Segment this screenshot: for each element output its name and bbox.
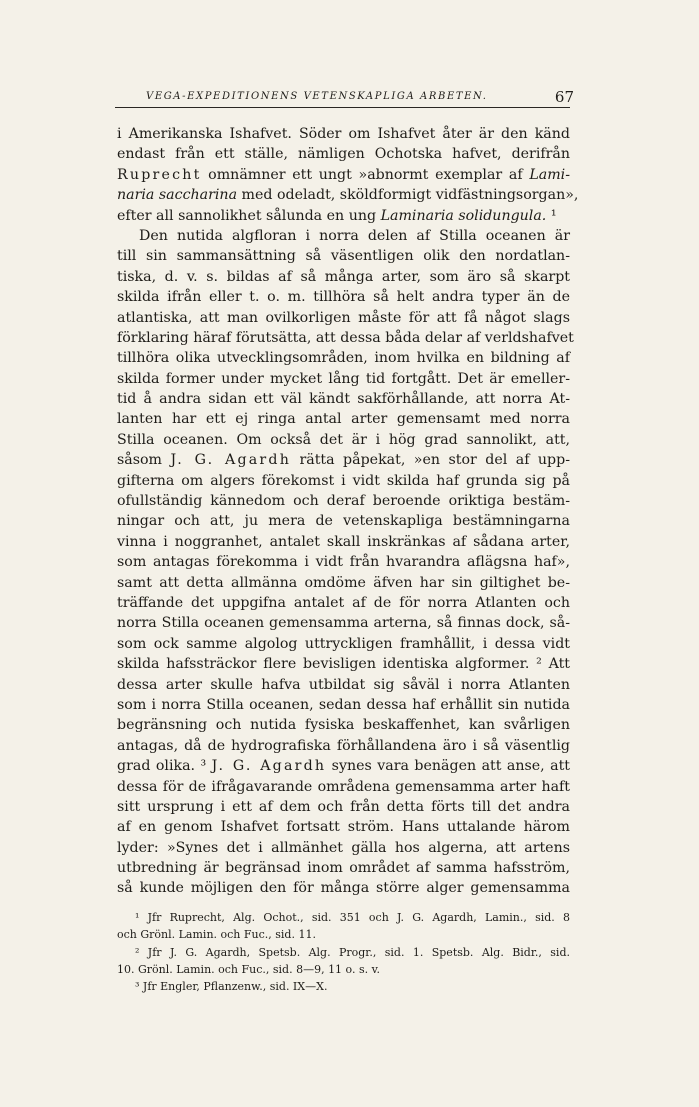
text-line <box>117 124 570 144</box>
text-run: till sin sammansättning så väsentligen olik den nordatlan- <box>117 248 570 265</box>
text-run: skilda ifrån eller t. o. m. tillhöra så helt andra typer än de <box>117 289 570 306</box>
text-run: vinna i noggranhet, antalet skall inskränkas af sådana arter, <box>117 533 570 550</box>
page-header <box>115 88 574 112</box>
text-run: utbredning är begränsad inom området af samma hafsström, <box>117 860 570 877</box>
text-line <box>117 430 570 450</box>
text-line <box>117 756 570 776</box>
text-line <box>117 450 570 470</box>
text-run: atlantiska, att man ovilkorligen måste för att få något slags <box>117 309 570 326</box>
text-line <box>117 838 570 858</box>
text-run: gifterna om algers förekomst i vidt skilda haf grunda sig på <box>117 472 570 489</box>
footnote-text: ¹ Jfr Ruprecht, Alg. Ochot., sid. 351 och J. G. Agardh, Lamin., sid. 8 <box>135 911 570 924</box>
text-line <box>117 675 570 695</box>
text-line <box>117 246 570 266</box>
text-run: efter all sannolikhet sålunda en ung <box>117 207 381 224</box>
text-line <box>117 797 570 817</box>
text-line <box>117 348 570 368</box>
text-run: Att <box>541 656 570 673</box>
text-run: ofullständig kännedom och deraf beroende oriktiga bestäm- <box>117 493 570 510</box>
text-line <box>117 226 570 246</box>
text-line <box>117 267 570 287</box>
footnote-2 <box>117 944 570 961</box>
text-line <box>117 491 570 511</box>
footnote-text: 10. Grönl. Lamin. och Fuc., sid. 8—9, 11 o. s. v. <box>117 962 381 976</box>
text-line <box>117 634 570 654</box>
author-name: Ruprecht <box>117 166 202 183</box>
text-line <box>117 777 570 797</box>
text-run: som ock samme algolog uttryckligen framhållit, i dessa vidt <box>117 635 570 652</box>
text-line <box>117 858 570 878</box>
text-line <box>117 144 570 164</box>
text-run: som antagas förekomma i vidt från hvarandra aflägsna haf», <box>117 554 570 571</box>
footnote-text: ³ Jfr Engler, Pflanzenw., sid. IX—X. <box>135 980 328 994</box>
text-run: dessa arter skulle hafva utbildat sig såväl i norra Atlanten <box>117 676 570 693</box>
text-run: synes vara benägen att anse, att <box>326 758 570 775</box>
text-run: samt att detta allmänna omdöme äfven har sin giltighet be- <box>117 574 570 591</box>
page-number: 67 <box>554 88 574 106</box>
species-name: Laminaria solidungula. <box>380 207 547 224</box>
text-run: tiska, d. v. s. bildas af så många arter, som äro så skarpt <box>117 268 570 285</box>
text-run: skilda former under mycket lång tid fortgått. Det är emeller- <box>117 370 570 387</box>
text-line <box>117 878 570 898</box>
species-name: Lami- <box>529 166 570 183</box>
text-run: i Amerikanska Ishafvet. Söder om Ishafvet åter är den känd <box>117 126 570 142</box>
text-line <box>117 593 570 613</box>
text-run: med odeladt, sköldformigt vidfästningsorgan», <box>237 187 579 204</box>
text-line <box>117 287 570 307</box>
footnote-1 <box>117 909 570 926</box>
author-name: J. G. Agardh <box>211 758 327 775</box>
text-run: Stilla oceanen. Om också det är i hög grad sannolikt, att, <box>117 431 570 448</box>
text-line <box>117 654 570 674</box>
text-run: af en genom Ishafvet fortsatt ström. Hans uttalande härom <box>117 819 570 836</box>
header-rule <box>115 107 570 108</box>
text-line <box>117 409 570 429</box>
text-run: begränsning och nutida fysiska beskaffenhet, kan svårligen <box>117 717 570 734</box>
text-run: såsom <box>117 452 171 469</box>
text-line <box>117 165 570 185</box>
text-line <box>117 308 570 328</box>
footnote-ref: ¹ <box>546 207 557 224</box>
text-run: omnämner ett ungt »abnormt exemplar af <box>201 166 530 183</box>
text-run: endast från ett ställe, nämligen Ochotska hafvet, derifrån <box>117 146 570 163</box>
text-run: som i norra Stilla oceanen, sedan dessa haf erhållit sin nutida <box>117 696 570 713</box>
text-line <box>117 532 570 552</box>
text-run: Den nutida algfloran i norra delen af Stilla oceanen är <box>139 227 570 244</box>
text-run: tid å andra sidan ett väl kändt sakförhållande, att norra At- <box>117 391 570 408</box>
text-line <box>117 695 570 715</box>
text-run: träffande det uppgifna antalet af de för norra Atlanten och <box>117 594 570 611</box>
body-text <box>117 124 579 899</box>
text-run: skilda hafssträckor flere bevisligen identiska algformer. <box>117 656 530 673</box>
text-line <box>117 389 570 409</box>
text-run: tillhöra olika utvecklingsområden, inom hvilka en bildning af <box>117 350 570 367</box>
text-line <box>117 471 570 491</box>
footnote-ref: ³ <box>195 758 207 775</box>
author-name: J. G. Agardh <box>170 452 292 469</box>
text-run: lyder: »Synes det i allmänhet gälla hos algerna, att artens <box>117 839 570 856</box>
footnote-text: ² Jfr J. G. Agardh, Spetsb. Alg. Progr., sid. 1. Spetsb. Alg. Bidr., sid. <box>135 945 570 959</box>
text-line <box>117 715 570 735</box>
text-run: förklaring häraf förutsätta, att dessa båda delar af verldshafvet <box>117 329 574 346</box>
text-run: lanten har ett ej ringa antal arter gemensamt med norra <box>117 411 570 428</box>
text-run: norra Stilla oceanen gemensamma arterna, så finnas dock, så- <box>117 615 570 632</box>
footnotes <box>117 909 570 995</box>
footnote-ref: ² <box>529 656 542 673</box>
text-line <box>117 817 570 837</box>
text-line <box>117 613 570 633</box>
text-run: rätta påpekat, »en stor del af upp- <box>291 452 570 469</box>
text-line <box>117 328 574 348</box>
footnote-text: och Grönl. Lamin. och Fuc., sid. 11. <box>117 928 316 942</box>
text-run: dessa för de ifrågavarande områdena gemensamma arter haft <box>117 778 570 795</box>
running-title: VEGA-EXPEDITIONENS VETENSKAPLIGA ARBETEN. <box>146 91 488 102</box>
text-line <box>117 369 570 389</box>
text-line <box>117 511 570 531</box>
footnote-3 <box>117 978 570 995</box>
text-run: antagas, då de hydrografiska förhållandena äro i så väsentlig <box>117 737 570 754</box>
footnote-2-cont <box>117 961 570 978</box>
species-name: naria saccharina <box>117 187 238 204</box>
text-run: ningar och att, ju mera de vetenskapliga bestämningarna <box>117 513 570 530</box>
text-run: grad olika. <box>117 758 196 775</box>
text-line <box>117 573 570 593</box>
text-line <box>117 206 570 226</box>
footnote-1-cont <box>117 926 570 943</box>
text-run: sitt ursprung i ett af dem och från detta förts till det andra <box>117 798 570 815</box>
text-run: så kunde möjligen den för många större alger gemensamma <box>117 880 570 897</box>
text-line <box>117 185 579 205</box>
text-line <box>117 552 570 572</box>
text-line <box>117 736 570 756</box>
